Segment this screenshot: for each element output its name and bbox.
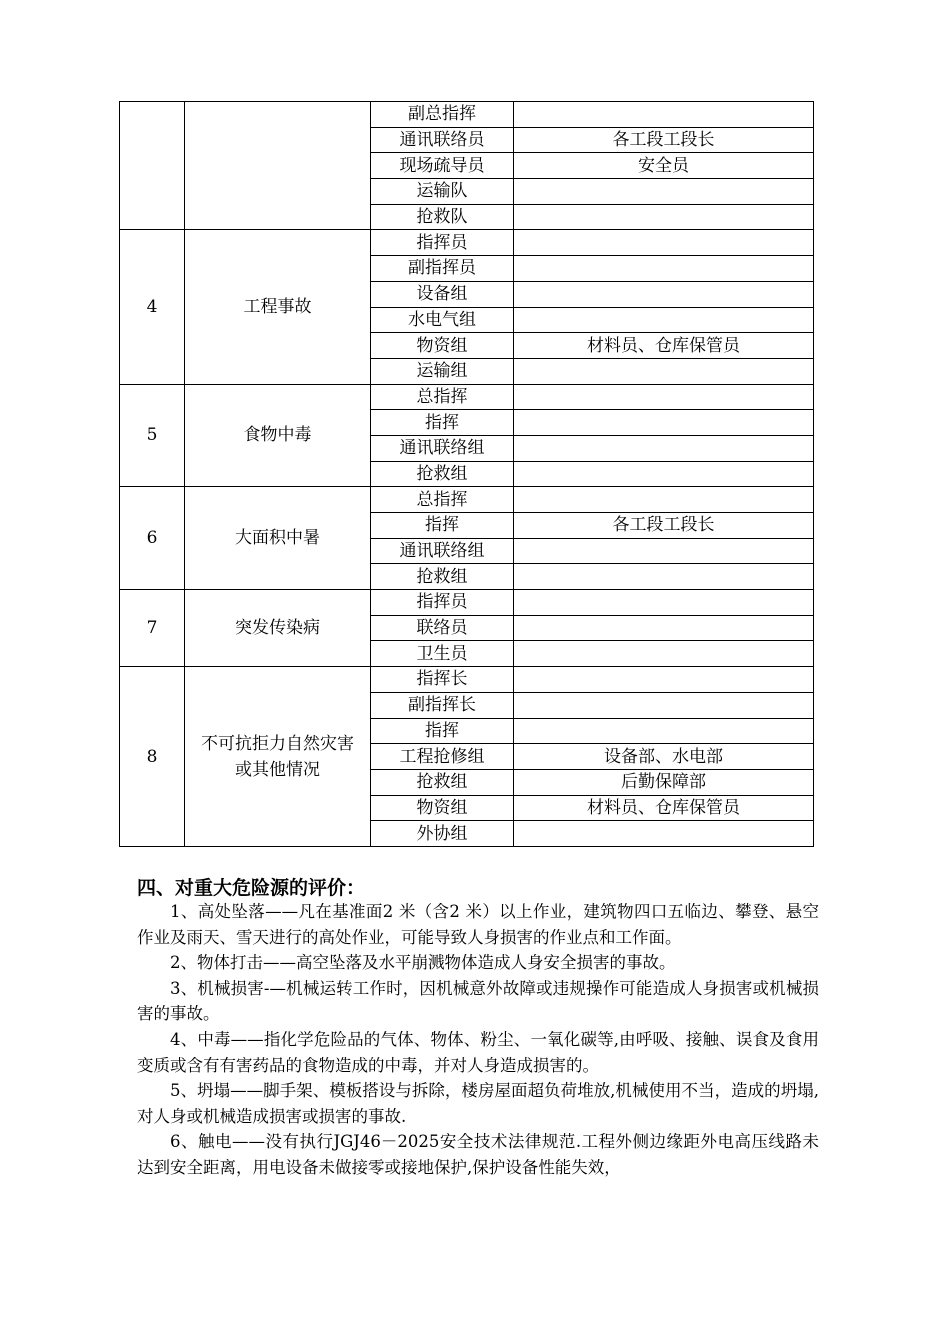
- responsible-person-cell: [514, 821, 814, 847]
- role-cell: 物资组: [371, 333, 514, 359]
- role-cell: 指挥: [371, 718, 514, 744]
- responsible-person-cell: [514, 384, 814, 410]
- table-row: [120, 384, 814, 410]
- table-row: [120, 590, 814, 616]
- paragraph-poisoning: 4、中毒——指化学危险品的气体、物体、粉尘、一氧化碳等,由呼吸、接触、误食及食用变质或含有有害药品的食物造成的中毒，并对人身造成损害的。: [137, 1029, 819, 1075]
- section-title: 四、对重大危险源的评价：: [137, 877, 366, 899]
- responsible-person-cell: [514, 615, 814, 641]
- role-cell: 设备组: [371, 281, 514, 307]
- role-cell: 抢救组: [371, 564, 514, 590]
- role-cell: 抢救组: [371, 769, 514, 795]
- responsible-person-cell: [514, 641, 814, 667]
- table-row: [120, 230, 814, 256]
- role-cell: 水电气组: [371, 307, 514, 333]
- responsible-person-cell: 设备部、水电部: [514, 744, 814, 770]
- role-cell: 指挥长: [371, 667, 514, 693]
- responsible-person-cell: [514, 564, 814, 590]
- paragraph-mechanical: 3、机械损害-—机械运转工作时，因机械意外故障或违规操作可能造成人身损害或机械损害的事故。: [137, 978, 819, 1024]
- responsible-person-cell: [514, 102, 814, 128]
- role-cell: 抢救组: [371, 461, 514, 487]
- responsible-person-cell: [514, 667, 814, 693]
- responsible-person-cell: [514, 230, 814, 256]
- incident-type-cell: [185, 102, 371, 230]
- role-cell: 运输队: [371, 179, 514, 205]
- responsible-person-cell: [514, 410, 814, 436]
- role-cell: 指挥: [371, 410, 514, 436]
- role-cell: 副指挥长: [371, 692, 514, 718]
- incident-number-cell: 5: [120, 384, 185, 487]
- responsible-person-cell: [514, 307, 814, 333]
- emergency-responsibility-table: [119, 101, 814, 847]
- role-cell: 卫生员: [371, 641, 514, 667]
- role-cell: 现场疏导员: [371, 153, 514, 179]
- responsible-person-cell: [514, 281, 814, 307]
- role-cell: 指挥员: [371, 590, 514, 616]
- role-cell: 物资组: [371, 795, 514, 821]
- responsible-person-cell: [514, 487, 814, 513]
- responsible-person-cell: [514, 435, 814, 461]
- role-cell: 外协组: [371, 821, 514, 847]
- responsible-person-cell: [514, 718, 814, 744]
- role-cell: 通讯联络组: [371, 538, 514, 564]
- responsible-person-cell: [514, 538, 814, 564]
- incident-number-cell: 8: [120, 667, 185, 847]
- role-cell: 通讯联络员: [371, 127, 514, 153]
- role-cell: 工程抢修组: [371, 744, 514, 770]
- paragraph-falling: 1、高处坠落——凡在基准面2 米（含2 米）以上作业，建筑物四口五临边、攀登、悬空作业及雨天、雪天进行的高处作业，可能导致人身损害的作业点和工作面。: [137, 902, 819, 947]
- paragraph-electric-shock: 6、触电——没有执行JGJ46－2025安全技术法律规范.工程外侧边缘距外电高压线路未达到安全距离，用电设备未做接零或接地保护,保护设备性能失效，: [137, 1132, 819, 1177]
- responsible-person-cell: [514, 204, 814, 230]
- responsible-person-cell: [514, 358, 814, 384]
- section-body: [137, 899, 819, 1181]
- incident-number-cell: 6: [120, 487, 185, 590]
- role-cell: 指挥员: [371, 230, 514, 256]
- paragraph-collapse: 5、坍塌——脚手架、模板搭设与拆除，楼房屋面超负荷堆放,机械使用不当，造成的坍塌,对人身或机械造成损害或损害的事故.: [137, 1081, 819, 1126]
- incident-type-cell: 不可抗拒力自然灾害或其他情况: [185, 667, 371, 847]
- incident-type-cell: 突发传染病: [185, 590, 371, 667]
- responsible-person-cell: [514, 590, 814, 616]
- incident-number-cell: 7: [120, 590, 185, 667]
- role-cell: 副指挥员: [371, 256, 514, 282]
- incident-type-cell: 食物中毒: [185, 384, 371, 487]
- responsible-person-cell: 各工段工段长: [514, 513, 814, 539]
- paragraph-object-strike: 2、物体打击——高空坠落及水平崩溅物体造成人身安全损害的事故。: [170, 953, 676, 973]
- role-cell: 总指挥: [371, 487, 514, 513]
- responsible-person-cell: [514, 692, 814, 718]
- responsible-person-cell: 后勤保障部: [514, 769, 814, 795]
- responsible-person-cell: 各工段工段长: [514, 127, 814, 153]
- incident-number-cell: [120, 102, 185, 230]
- incident-number-cell: 4: [120, 230, 185, 384]
- responsible-person-cell: 安全员: [514, 153, 814, 179]
- role-cell: 联络员: [371, 615, 514, 641]
- table-row: [120, 487, 814, 513]
- responsible-person-cell: [514, 256, 814, 282]
- role-cell: 总指挥: [371, 384, 514, 410]
- table-row: [120, 102, 814, 128]
- responsible-person-cell: 材料员、仓库保管员: [514, 795, 814, 821]
- role-cell: 抢救队: [371, 204, 514, 230]
- responsible-person-cell: [514, 461, 814, 487]
- incident-type-cell: 大面积中暑: [185, 487, 371, 590]
- responsible-person-cell: [514, 179, 814, 205]
- role-cell: 副总指挥: [371, 102, 514, 128]
- role-cell: 指挥: [371, 513, 514, 539]
- role-cell: 运输组: [371, 358, 514, 384]
- incident-type-cell: 工程事故: [185, 230, 371, 384]
- table-row: [120, 667, 814, 693]
- responsible-person-cell: 材料员、仓库保管员: [514, 333, 814, 359]
- role-cell: 通讯联络组: [371, 435, 514, 461]
